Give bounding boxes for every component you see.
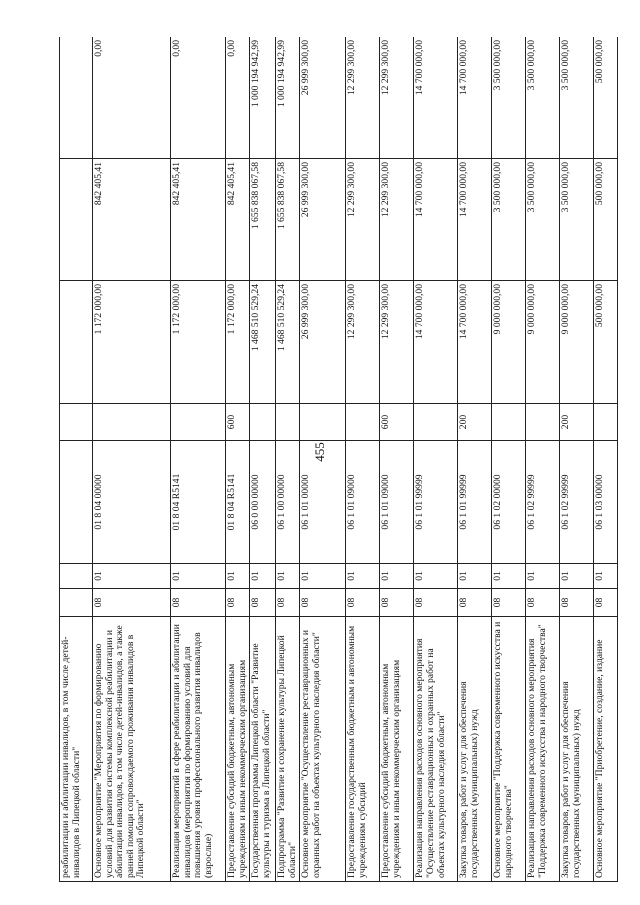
page-number-text: 455 <box>312 442 327 462</box>
expense-type-cell: 200 <box>560 404 594 441</box>
section-cell: 08 <box>226 589 250 617</box>
target-article-cell: 06 1 02 99999 <box>560 441 594 564</box>
target-article-cell <box>60 441 93 564</box>
amount-year1-cell: 12 299 300,00 <box>346 281 380 404</box>
budget-table-body <box>60 37 618 882</box>
amount-year3-cell: 0,00 <box>226 37 250 159</box>
amount-year2-cell: 842 405,41 <box>171 159 226 281</box>
expense-type-cell <box>171 404 226 441</box>
amount-year1-cell: 1 468 510 529,24 <box>250 281 276 404</box>
section-cell: 08 <box>380 589 414 617</box>
amount-year1-cell: 1 468 510 529,24 <box>276 281 300 404</box>
expense-type-cell: 600 <box>226 404 250 441</box>
amount-year1-cell: 14 700 000,00 <box>414 281 458 404</box>
subsection-cell: 01 <box>226 564 250 589</box>
expense-type-cell <box>492 404 526 441</box>
amount-year3-cell: 12 299 300,00 <box>380 37 414 159</box>
subsection-cell: 01 <box>346 564 380 589</box>
amount-year3-cell: 26 999 300,00 <box>300 37 346 159</box>
expense-type-cell <box>594 404 618 441</box>
section-cell: 08 <box>560 589 594 617</box>
expense-type-cell <box>526 404 560 441</box>
expense-type-cell <box>346 404 380 441</box>
row-name-cell: Реализация направления расходов основного мероприятия "Поддержка современного искусства и народного творчества" <box>526 617 560 882</box>
amount-year1-cell: 1 172 000,00 <box>93 281 171 404</box>
amount-year2-cell: 12 299 300,00 <box>346 159 380 281</box>
amount-year3-cell: 14 700 000,00 <box>414 37 458 159</box>
table-row <box>492 37 526 882</box>
subsection-cell: 01 <box>414 564 458 589</box>
target-article-cell: 06 1 01 09000 <box>346 441 380 564</box>
amount-year2-cell: 14 700 000,00 <box>458 159 492 281</box>
table-row <box>60 37 93 882</box>
amount-year1-cell: 9 000 000,00 <box>492 281 526 404</box>
section-cell: 08 <box>300 589 346 617</box>
amount-year2-cell: 3 500 000,00 <box>560 159 594 281</box>
expense-type-cell <box>414 404 458 441</box>
amount-year3-cell: 3 500 000,00 <box>560 37 594 159</box>
amount-year2-cell: 842 405,41 <box>226 159 250 281</box>
table-row <box>458 37 492 882</box>
subsection-cell: 01 <box>560 564 594 589</box>
row-name-cell: Предоставление субсидий бюджетным, автономным учреждениям и иным некоммерческим организациям <box>226 617 250 882</box>
amount-year1-cell: 26 999 300,00 <box>300 281 346 404</box>
section-cell: 08 <box>458 589 492 617</box>
amount-year1-cell: 9 000 000,00 <box>526 281 560 404</box>
amount-year2-cell: 12 299 300,00 <box>380 159 414 281</box>
target-article-cell: 06 1 02 00000 <box>492 441 526 564</box>
row-name-cell: Основное мероприятие "Осуществление реставрационных и охранных работ на объектах культурного наследия области" <box>300 617 346 882</box>
subsection-cell: 01 <box>171 564 226 589</box>
expense-type-cell <box>276 404 300 441</box>
section-cell <box>60 589 93 617</box>
amount-year1-cell: 1 172 000,00 <box>171 281 226 404</box>
table-row <box>346 37 380 882</box>
amount-year3-cell: 3 500 000,00 <box>492 37 526 159</box>
amount-year1-cell: 1 172 000,00 <box>226 281 250 404</box>
amount-year3-cell: 12 299 300,00 <box>346 37 380 159</box>
row-name-cell: Основное мероприятие "Поддержка современного искусства и народного творчества" <box>492 617 526 882</box>
subsection-cell <box>60 564 93 589</box>
expense-type-cell <box>250 404 276 441</box>
amount-year3-cell <box>60 37 93 159</box>
amount-year1-cell: 14 700 000,00 <box>458 281 492 404</box>
target-article-cell: 01 8 04 R5141 <box>226 441 250 564</box>
section-cell: 08 <box>492 589 526 617</box>
expense-type-cell: 600 <box>380 404 414 441</box>
subsection-cell: 01 <box>93 564 171 589</box>
row-name-cell: Реализация мероприятий в сфере реабилитации и абилитации инвалидов (мероприятия по формированию условий для повышения уровня профессионального развития инвалидов (взрослые) <box>171 617 226 882</box>
table-row <box>93 37 171 882</box>
amount-year3-cell: 0,00 <box>93 37 171 159</box>
table-row <box>300 37 346 882</box>
row-name-cell: Подпрограмма "Развитие и сохранение культуры Липецкой области" <box>276 617 300 882</box>
table-row <box>250 37 276 882</box>
section-cell: 08 <box>526 589 560 617</box>
row-name-cell: Основное мероприятие "Приобретение, создание, издание <box>594 617 618 882</box>
budget-table <box>59 37 618 882</box>
row-name-cell: Государственная программа Липецкой области "Развитие культуры и туризма в Липецкой области" <box>250 617 276 882</box>
amount-year2-cell: 1 655 838 067,58 <box>276 159 300 281</box>
row-name-cell: Закупка товаров, работ и услуг для обеспечения государственных (муниципальных) нужд <box>458 617 492 882</box>
subsection-cell: 01 <box>526 564 560 589</box>
table-row <box>414 37 458 882</box>
budget-table-rotated <box>59 37 640 882</box>
section-cell: 08 <box>594 589 618 617</box>
amount-year3-cell: 1 000 194 942,99 <box>276 37 300 159</box>
section-cell: 08 <box>346 589 380 617</box>
section-cell: 08 <box>414 589 458 617</box>
subsection-cell: 01 <box>300 564 346 589</box>
amount-year3-cell: 500 000,00 <box>594 37 618 159</box>
row-name-cell: Закупка товаров, работ и услуг для обеспечения государственных (муниципальных) нужд <box>560 617 594 882</box>
amount-year1-cell <box>60 281 93 404</box>
table-row <box>526 37 560 882</box>
amount-year2-cell: 842 405,41 <box>93 159 171 281</box>
target-article-cell: 01 8 04 00000 <box>93 441 171 564</box>
subsection-cell: 01 <box>380 564 414 589</box>
expense-type-cell <box>300 404 346 441</box>
section-cell: 08 <box>250 589 276 617</box>
target-article-cell: 06 1 01 99999 <box>414 441 458 564</box>
table-row <box>560 37 594 882</box>
target-article-cell: 06 1 01 00000 <box>300 441 346 564</box>
row-name-cell: Предоставление государственным бюджетным и автономным учреждениям субсидий <box>346 617 380 882</box>
subsection-cell: 01 <box>492 564 526 589</box>
subsection-cell: 01 <box>458 564 492 589</box>
target-article-cell: 06 1 00 00000 <box>276 441 300 564</box>
amount-year1-cell: 12 299 300,00 <box>380 281 414 404</box>
amount-year3-cell: 0,00 <box>171 37 226 159</box>
amount-year3-cell: 3 500 000,00 <box>526 37 560 159</box>
amount-year3-cell: 1 000 194 942,99 <box>250 37 276 159</box>
table-row <box>380 37 414 882</box>
amount-year3-cell: 14 700 000,00 <box>458 37 492 159</box>
row-name-cell: реабилитации и абилитации инвалидов, в том числе детей-инвалидов в Липецкой области" <box>60 617 93 882</box>
amount-year1-cell: 500 000,00 <box>594 281 618 404</box>
amount-year2-cell: 14 700 000,00 <box>414 159 458 281</box>
subsection-cell: 01 <box>594 564 618 589</box>
amount-year2-cell: 3 500 000,00 <box>526 159 560 281</box>
target-article-cell: 06 1 03 00000 <box>594 441 618 564</box>
expense-type-cell <box>60 404 93 441</box>
amount-year2-cell: 1 655 838 067,58 <box>250 159 276 281</box>
amount-year2-cell: 500 000,00 <box>594 159 618 281</box>
amount-year1-cell: 9 000 000,00 <box>560 281 594 404</box>
target-article-cell: 06 0 00 00000 <box>250 441 276 564</box>
row-name-cell: Основное мероприятие "Мероприятия по формированию условий для развития системы комплексной реабилитации и абилитации инвалидов, в том числе детей-инвалидов, а также ранней помощи сопровождаемого проживания инвалидов в Липецкой области" <box>93 617 171 882</box>
amount-year2-cell: 26 999 300,00 <box>300 159 346 281</box>
target-article-cell: 06 1 02 99999 <box>526 441 560 564</box>
row-name-cell: Предоставление субсидий бюджетным, автономным учреждениям и иным некоммерческим организациям <box>380 617 414 882</box>
subsection-cell: 01 <box>250 564 276 589</box>
table-row <box>594 37 618 882</box>
target-article-cell: 06 1 01 09000 <box>380 441 414 564</box>
budget-table-area <box>59 37 640 882</box>
table-row <box>226 37 250 882</box>
target-article-cell: 06 1 01 99999 <box>458 441 492 564</box>
table-row <box>171 37 226 882</box>
amount-year2-cell <box>60 159 93 281</box>
subsection-cell: 01 <box>276 564 300 589</box>
section-cell: 08 <box>276 589 300 617</box>
table-row <box>276 37 300 882</box>
section-cell: 08 <box>171 589 226 617</box>
expense-type-cell <box>93 404 171 441</box>
section-cell: 08 <box>93 589 171 617</box>
row-name-cell: Реализация направления расходов основного мероприятия "Осуществление реставрационных и охранных работ на объектах культурного наследия области" <box>414 617 458 882</box>
amount-year2-cell: 3 500 000,00 <box>492 159 526 281</box>
target-article-cell: 01 8 04 R5141 <box>171 441 226 564</box>
expense-type-cell: 200 <box>458 404 492 441</box>
